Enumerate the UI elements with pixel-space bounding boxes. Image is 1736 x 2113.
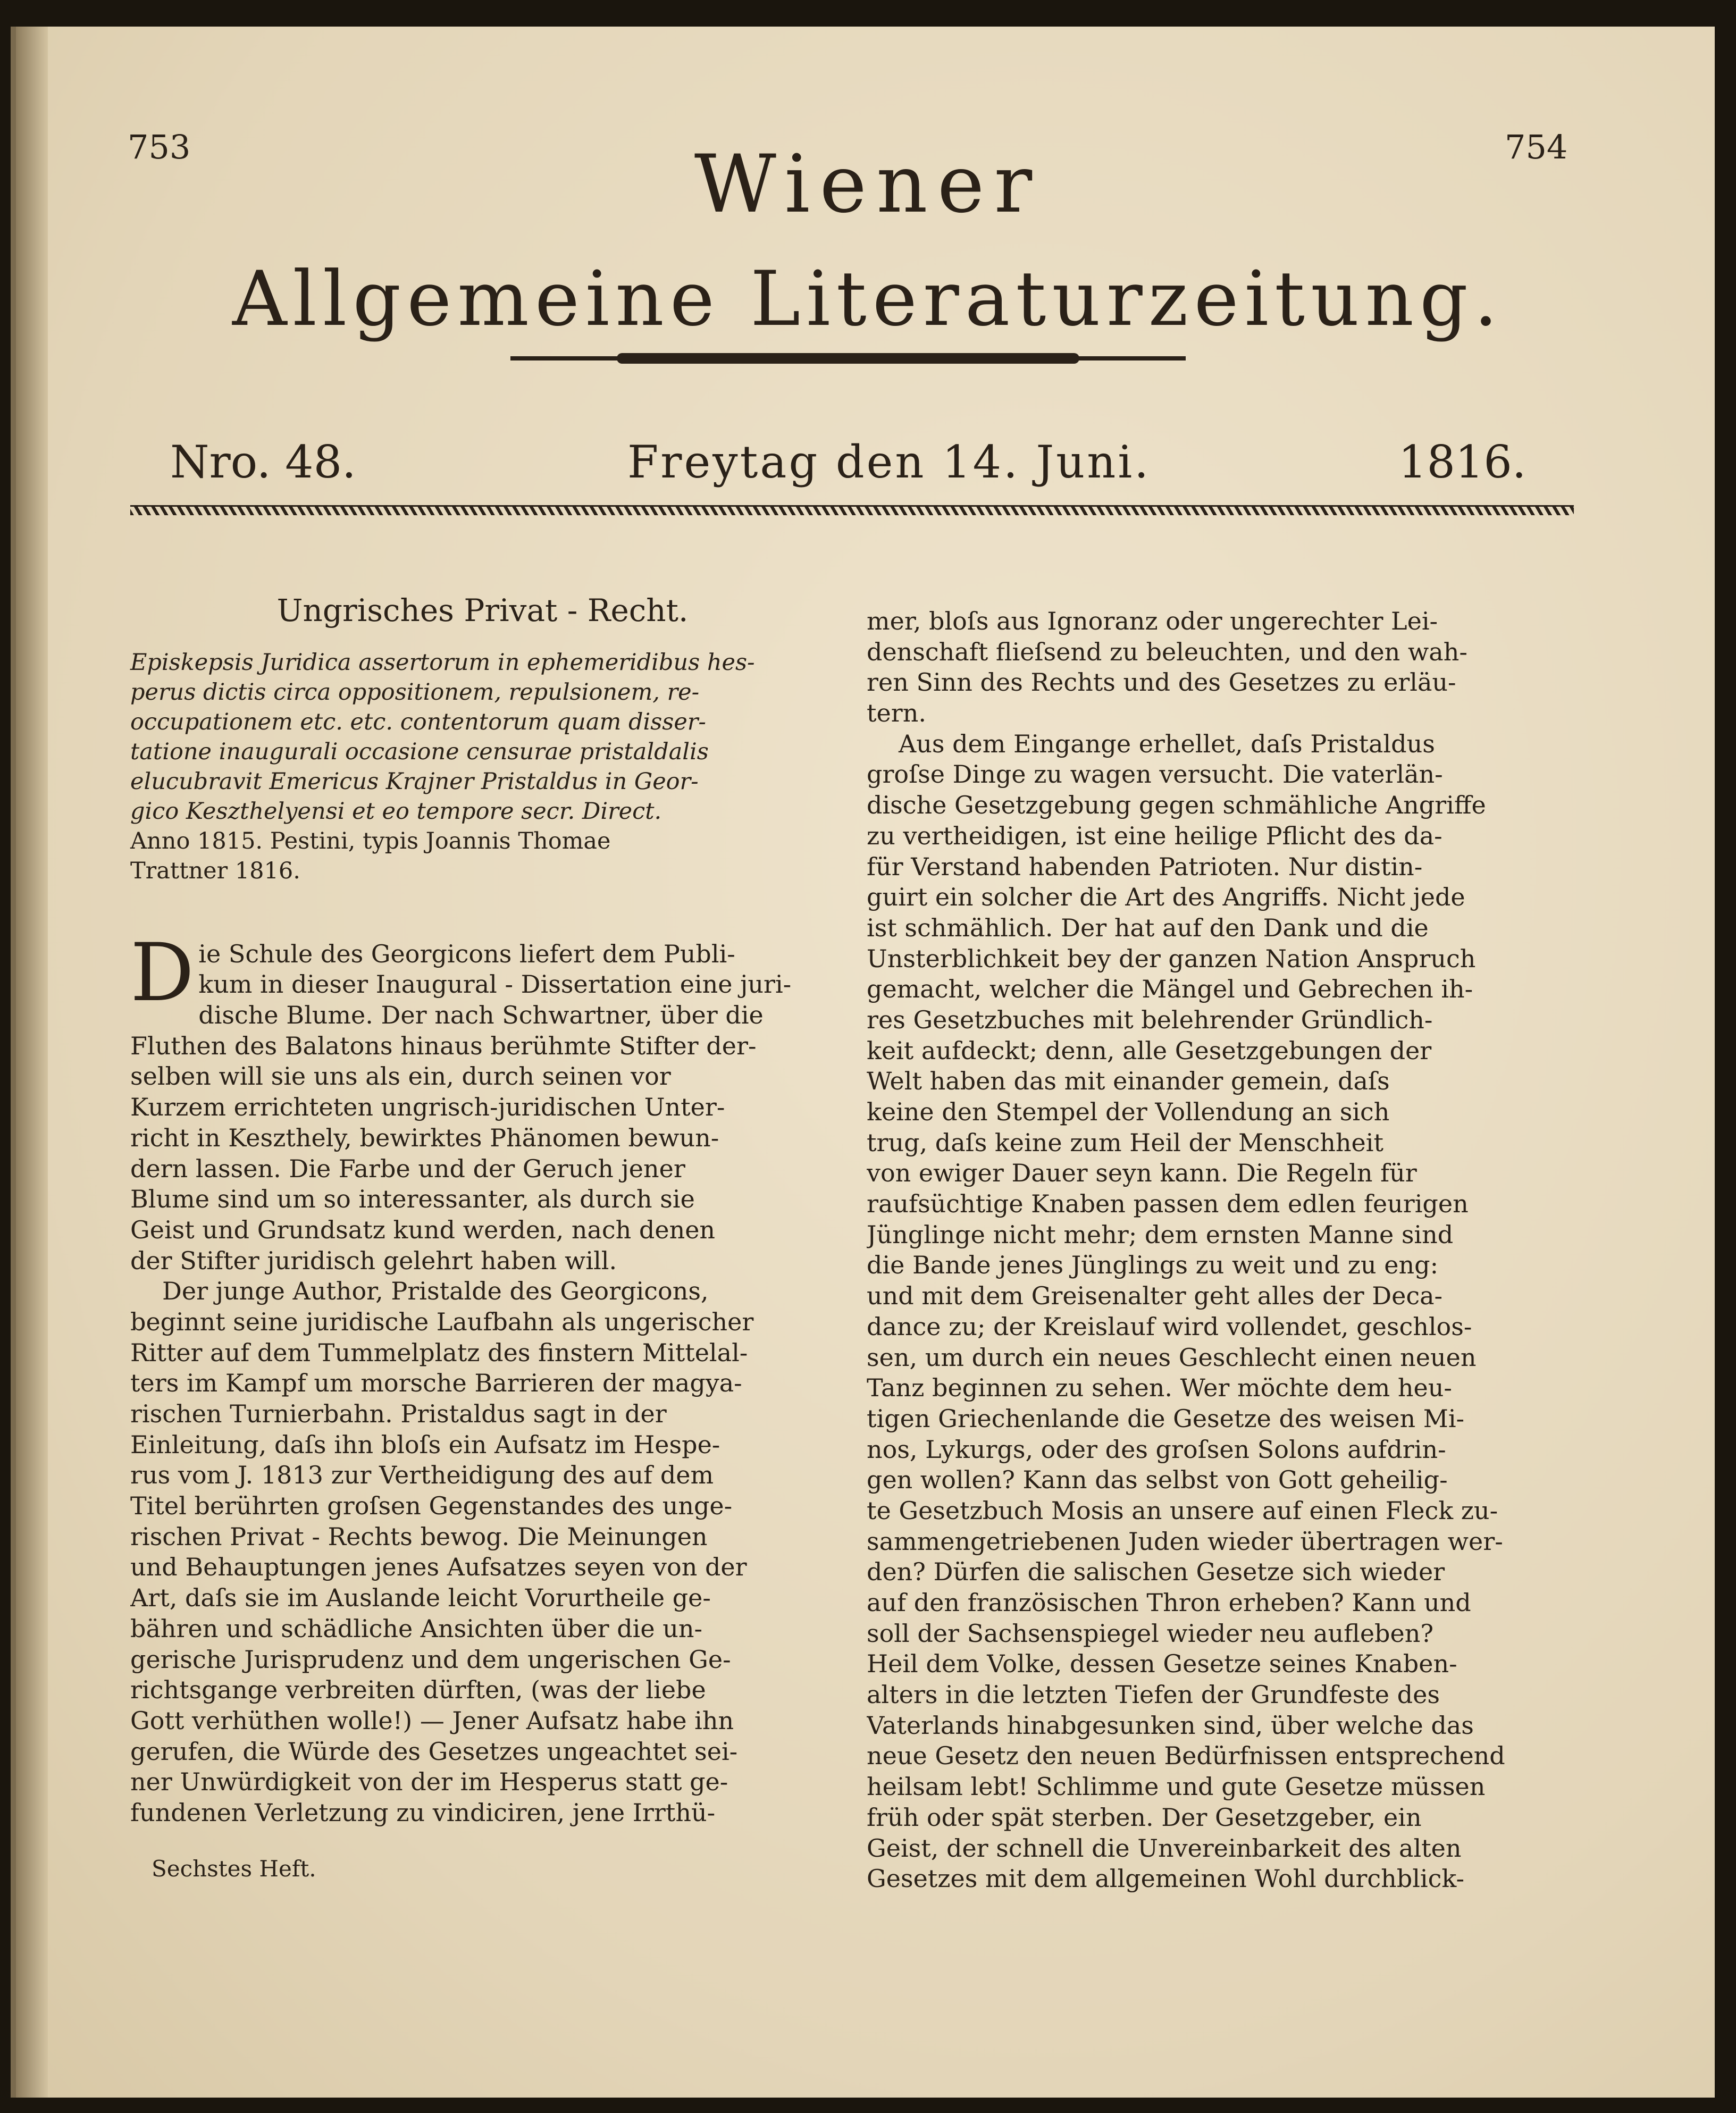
text-line: dische Blume. Der nach Schwartner, über die [198, 1001, 764, 1030]
text-line: die Bande jenes Jünglings zu weit und zu eng: [867, 1251, 1439, 1280]
text-line: alters in die letzten Tiefen der Grundfeste des [867, 1680, 1440, 1709]
text-line: rischen Privat - Rechts bewog. Die Meinungen [130, 1522, 708, 1551]
text-line: ist schmählich. Der hat auf den Dank und die [867, 913, 1429, 942]
text-line: gen wollen? Kann das selbst von Gott geheilig- [867, 1465, 1448, 1495]
text-line: Geist und Grundsatz kund werden, nach denen [130, 1215, 716, 1244]
text-line: dern lassen. Die Farbe und der Geruch jener [130, 1154, 685, 1183]
text-line: Art, daſs sie im Auslande leicht Vorurtheile ge- [130, 1583, 711, 1613]
masthead-title-line1: Wiener [694, 138, 1042, 231]
article-heading: Ungrisches Privat - Recht. [276, 592, 689, 628]
text-line: tigen Griechenlande die Gesetze des weisen Mi- [867, 1404, 1465, 1433]
text-line: sammengetriebenen Juden wieder übertragen wer- [867, 1527, 1503, 1556]
article-citation [130, 648, 835, 886]
masthead-title-line2: Allgemeine Literaturzeitung. [232, 255, 1504, 343]
text-line: selben will sie uns als ein, durch seinen vor [130, 1062, 671, 1091]
text-line: den? Dürfen die salischen Gesetze sich wieder [867, 1557, 1445, 1587]
text-line: Einleitung, daſs ihn bloſs ein Aufsatz im Hespe- [130, 1430, 720, 1459]
text-line: Jünglinge nicht mehr; dem ernsten Manne sind [867, 1220, 1454, 1249]
text-line: gerische Jurisprudenz und dem ungerischen Ge- [130, 1645, 731, 1674]
text-line: denschaft flieſsend zu beleuchten, und den wah- [867, 637, 1467, 666]
text-line: auf den französischen Thron erheben? Kann und [867, 1588, 1471, 1617]
text-line: Aus dem Eingange erhellet, daſs Pristaldus [899, 729, 1435, 758]
text-line: und mit dem Greisenalter geht alles der Deca- [867, 1281, 1443, 1311]
text-line: keine den Stempel der Vollendung an sich [867, 1097, 1390, 1126]
page-number-left: 753 [128, 128, 191, 166]
issue-year: 1816. [1398, 436, 1527, 488]
text-line: gemacht, welcher die Mängel und Gebrechen ih- [867, 975, 1473, 1004]
text-line: dance zu; der Kreislauf wird vollendet, geschlos- [867, 1312, 1472, 1341]
text-line: sen, um durch ein neues Geschlecht einen neuen [867, 1343, 1477, 1372]
text-line: Blume sind um so interessanter, als durch sie [130, 1185, 695, 1214]
text-line: Gesetzes mit dem allgemeinen Wohl durchblick- [867, 1864, 1464, 1893]
text-line: guirt ein solcher die Art des Angriffs. Nicht jede [867, 883, 1465, 912]
text-line: Unsterblichkeit bey der ganzen Nation Anspruch [867, 944, 1476, 973]
text-line: dische Gesetzgebung gegen schmähliche Angriffe [867, 791, 1486, 820]
text-line: richt in Keszthely, bewirktes Phänomen bewun- [130, 1123, 719, 1152]
text-line: trug, daſs keine zum Heil der Menschheit [867, 1128, 1383, 1157]
right-column [867, 606, 1574, 1894]
issue-number: Nro. 48. [170, 436, 356, 488]
text-line: tern. [867, 699, 926, 728]
text-line: rus vom J. 1813 zur Vertheidigung des auf dem [130, 1461, 714, 1490]
text-line: Kurzem errichteten ungrisch-juridischen Unter- [130, 1093, 725, 1122]
text-line: neue Gesetz den neuen Bedürfnissen entsprechend [867, 1741, 1505, 1771]
text-line: fundenen Verletzung zu vindiciren, jene Irrthü- [130, 1798, 716, 1827]
issue-date: Freytag den 14. Juni. [627, 436, 1151, 488]
text-line: heilsam lebt! Schlimme und gute Gesetze müssen [867, 1772, 1486, 1801]
page-number-right: 754 [1505, 128, 1568, 166]
citation-line: tatione inaugurali occasione censurae pristaldalis [130, 738, 709, 765]
citation-line: Anno 1815. Pestini, typis Joannis Thomae [130, 827, 611, 854]
citation-line: elucubravit Emericus Krajner Pristaldus in Geor- [130, 768, 699, 795]
text-line: von ewiger Dauer seyn kann. Die Regeln für [867, 1159, 1417, 1188]
left-column [130, 590, 835, 1829]
signature-footer: Sechstes Heft. [152, 1856, 316, 1882]
text-line: Vaterlands hinabgesunken sind, über welche das [867, 1710, 1474, 1740]
citation-line: Episkepsis Juridica assertorum in ephemeridibus hes- [130, 649, 755, 676]
text-line: ie Schule des Georgicons liefert dem Publi- [198, 939, 735, 968]
text-line: mer, bloſs aus Ignoranz oder ungerechter Lei- [867, 607, 1438, 635]
text-line: Titel berührten groſsen Gegenstandes des unge- [130, 1491, 733, 1521]
text-line: raufsüchtige Knaben passen dem edlen feurigen [867, 1189, 1469, 1219]
text-line: keit aufdeckt; denn, alle Gesetzgebungen der [867, 1036, 1432, 1065]
citation-line: perus dictis circa oppositionem, repulsionem, re- [130, 678, 700, 706]
masthead-ornament-rule [510, 356, 1186, 360]
citation-line: Trattner 1816. [130, 857, 300, 884]
wavy-divider-rule [130, 505, 1574, 515]
citation-line: gico Keszthelyensi et eo tempore secr. Direct. [130, 798, 662, 825]
text-line: soll der Sachsenspiegel wieder neu aufleben? [867, 1619, 1433, 1648]
text-line: bähren und schädliche Ansichten über die un- [130, 1614, 703, 1643]
text-line: rischen Turnierbahn. Pristaldus sagt in der [130, 1399, 667, 1429]
text-line: Geist, der schnell die Unvereinbarkeit des alten [867, 1833, 1462, 1863]
text-line: Gott verhüthen wolle!) — Jener Aufsatz habe ihn [130, 1706, 734, 1735]
text-line: Ritter auf dem Tummelplatz des finstern Mittelal- [130, 1338, 748, 1367]
text-line: früh oder spät sterben. Der Gesetzgeber, ein [867, 1802, 1422, 1832]
newspaper-page [11, 27, 1715, 2098]
text-line: Heil dem Volke, dessen Gesetze seines Knaben- [867, 1649, 1457, 1679]
text-line: ters im Kampf um morsche Barrieren der magya- [130, 1369, 742, 1398]
text-line: Welt haben das mit einander gemein, daſs [867, 1067, 1390, 1096]
drop-cap: D [130, 926, 195, 1019]
spacer [130, 886, 835, 939]
text-line: Tanz beginnen zu sehen. Wer möchte dem heu- [867, 1373, 1452, 1403]
text-line: ner Unwürdigkeit von der im Hesperus statt ge- [130, 1767, 728, 1797]
text-line: res Gesetzbuches mit belehrender Gründlich- [867, 1005, 1433, 1034]
text-line: und Behauptungen jenes Aufsatzes seyen von der [130, 1553, 747, 1582]
text-line: zu vertheidigen, ist eine heilige Pflicht des da- [867, 821, 1443, 850]
text-line: der Stifter juridisch gelehrt haben will. [130, 1246, 617, 1275]
text-line: Der junge Author, Pristalde des Georgicons, [162, 1277, 709, 1306]
text-line: groſse Dinge zu wagen versucht. Die vaterlän- [867, 760, 1443, 789]
text-line: nos, Lykurgs, oder des groſsen Solons aufdrin- [867, 1435, 1446, 1464]
text-line: te Gesetzbuch Mosis an unsere auf einen Fleck zu- [867, 1496, 1498, 1525]
text-line: kum in dieser Inaugural - Dissertation eine juri- [198, 970, 792, 999]
text-line: gerufen, die Würde des Gesetzes ungeachtet sei- [130, 1737, 738, 1766]
text-line: richtsgange verbreiten dürften, (was der liebe [130, 1675, 706, 1705]
text-line: ren Sinn des Rechts und des Gesetzes zu erläu- [867, 668, 1456, 697]
text-line: Fluthen des Balatons hinaus berühmte Stifter der- [130, 1031, 757, 1060]
citation-line: occupationem etc. etc. contentorum quam disser- [130, 708, 706, 735]
text-line: beginnt seine juridische Laufbahn als ungerischer [130, 1307, 754, 1336]
text-line: für Verstand habenden Patrioten. Nur distin- [867, 852, 1423, 881]
